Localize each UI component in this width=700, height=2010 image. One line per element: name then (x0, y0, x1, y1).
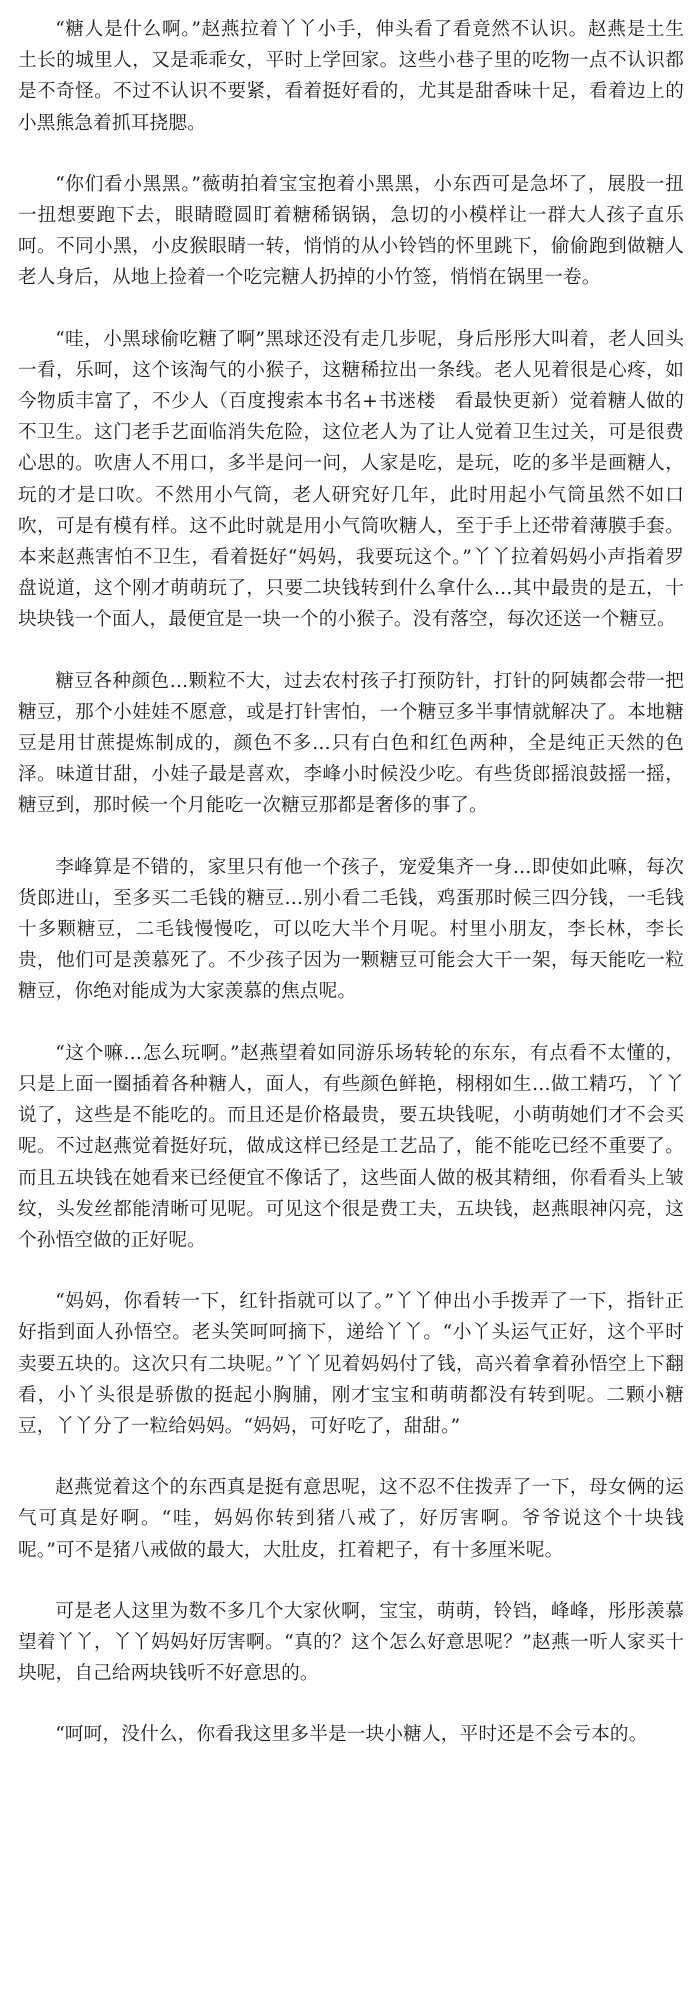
paragraph-2: “你们看小黑黑。”薇萌拍着宝宝抱着小黑黑，小东西可是急坏了，展股一扭一扭想要跑下去，眼睛瞪圆盯着糖稀锅锅，急切的小模样让一群大人孩子直乐呵。不同小黑，小皮猴眼睛一转，悄悄的从小铃铛的怀里跳下，偷偷跑到做糖人老人身后，从地上捡着一个吃完糖人扔掉的小竹签，悄悄在锅里一卷。 (18, 173, 684, 289)
paragraph-7: “妈妈，你看转一下，红针指就可以了。”丫丫伸出小手拨弄了一下，指针正好指到面人孙悟空。老头笑呵呵摘下，递给丫丫。“小丫头运气正好，这个平时卖要五块的。这次只有二块呢。”丫丫见着妈妈付了钱，高兴着拿着孙悟空上下翻看，小丫头很是骄傲的挺起小胸脯，刚才宝宝和萌萌都没有转到呢。二颗小糖豆，丫丫分了一粒给妈妈。“妈妈，可好吃了，甜甜。” (18, 1291, 684, 1437)
paragraph-4: 糖豆各种颜色…颗粒不大，过去农村孩子打预防针，打针的阿姨都会带一把糖豆，那个小娃娃不愿意，或是打针害怕，一个糖豆多半事情就解决了。本地糖豆是用甘蔗提炼制成的，颜色不多…只有白色和红色两种，全是纯正天然的色泽。味道甘甜，小娃子最是喜欢，李峰小时候没少吃。有些货郎摇浪鼓摇一摇，糖豆到，那时候一个月能吃一次糖豆那都是奢侈的事了。 (18, 670, 684, 817)
paragraph-8: 赵燕觉着这个的东西真是挺有意思呢，这不忍不住拨弄了一下，母女俩的运气可真是好啊。“哇，妈妈你转到猪八戒了，好厉害啊。爷爷说这个十块钱呢。”可不是猪八戒做的最大，大肚皮，扛着耙子，有十多厘米呢。 (18, 1477, 684, 1561)
paragraph-3: “哇，小黑球偷吃糖了啊”黑球还没有走几步呢，身后彤彤大叫着，老人回头一看，乐呵，这个该淘气的小猴子，这糖稀拉出一条线。老人见着很是心疼，如今物质丰富了，不少人（百度搜索本书名+书迷楼 看最快更新）觉着糖人做的不卫生。这门老手艺面临消失危险，这位老人为了让人觉着卫生过关，可是很费心思的。吹唐人不用口，多半是问一问，人家是吃，是玩，吃的多半是画糖人，玩的才是口吹。不然用小气筒，老人研究好几年，此时用起小气筒虽然不如口吹，可是有模有样。这不此时就是用小气筒吹糖人，至于手上还带着薄膜手套。本来赵燕害怕不卫生，看着挺好“妈妈，我要玩这个。”丫丫拉着妈妈小声指着罗盘说道，这个刚才萌萌玩了，只要二块钱转到什么拿什么…其中最贵的是五，十块块钱一个面人，最便宜是一块一个的小猴子。没有落空，每次还送一个糖豆。 (18, 328, 684, 631)
paragraph-1: “糖人是什么啊。”赵燕拉着丫丫小手，伸头看了看竟然不认识。赵燕是土生土长的城里人，又是乖乖女，平时上学回家。这些小巷子里的吃物一点不认识都是不奇怪。不过不认识不要紧，看着挺好看的，尤其是甜香味十足，看着边上的小黑熊急着抓耳挠腮。 (18, 19, 684, 134)
paragraph-9: 可是老人这里为数不多几个大家伙啊，宝宝，萌萌，铃铛，峰峰，彤彤羡慕望着丫丫，丫丫妈妈好厉害啊。“真的？这个怎么好意思呢？”赵燕一听人家买十块呢，自己给两块钱听不好意思的。 (18, 1600, 684, 1685)
paragraph-6: “这个嘛…怎么玩啊。”赵燕望着如同游乐场转轮的东东，有点看不太懂的，只是上面一圈插着各种糖人，面人，有些颜色鲜艳，栩栩如生…做工精巧，丫丫说了，这些是不能吃的。而且还是价格最贵，要五块钱呢，小萌萌她们才不会买呢。不过赵燕觉着挺好玩，做成这样已经是工艺品了，能不能吃已经不重要了。而且五块钱在她看来已经便宜不像话了，这些面人做的极其精细，你看看头上皱纹，头发丝都能清晰可见呢。可见这个很是费工夫，五块钱，赵燕眼神闪亮，这个孙悟空做的正好呢。 (18, 1042, 684, 1251)
paragraph-5: 李峰算是不错的，家里只有他一个孩子，宠爱集齐一身…即使如此嘛，每次货郎进山，至多买二毛钱的糖豆…别小看二毛钱，鸡蛋那时候三四分钱，一毛钱十多颗糖豆，二毛钱慢慢吃，可以吃大半个月呢。村里小朋友，李长林，李长贵，他们可是羡慕死了。不少孩子因为一颗糖豆可能会大干一架，每天能吃一粒糖豆，你绝对能成为大家羡慕的焦点呢。 (18, 856, 684, 1003)
paragraph-10: “呵呵，没什么，你看我这里多半是一块小糖人，平时还是不会亏本的。 (55, 1724, 648, 1746)
